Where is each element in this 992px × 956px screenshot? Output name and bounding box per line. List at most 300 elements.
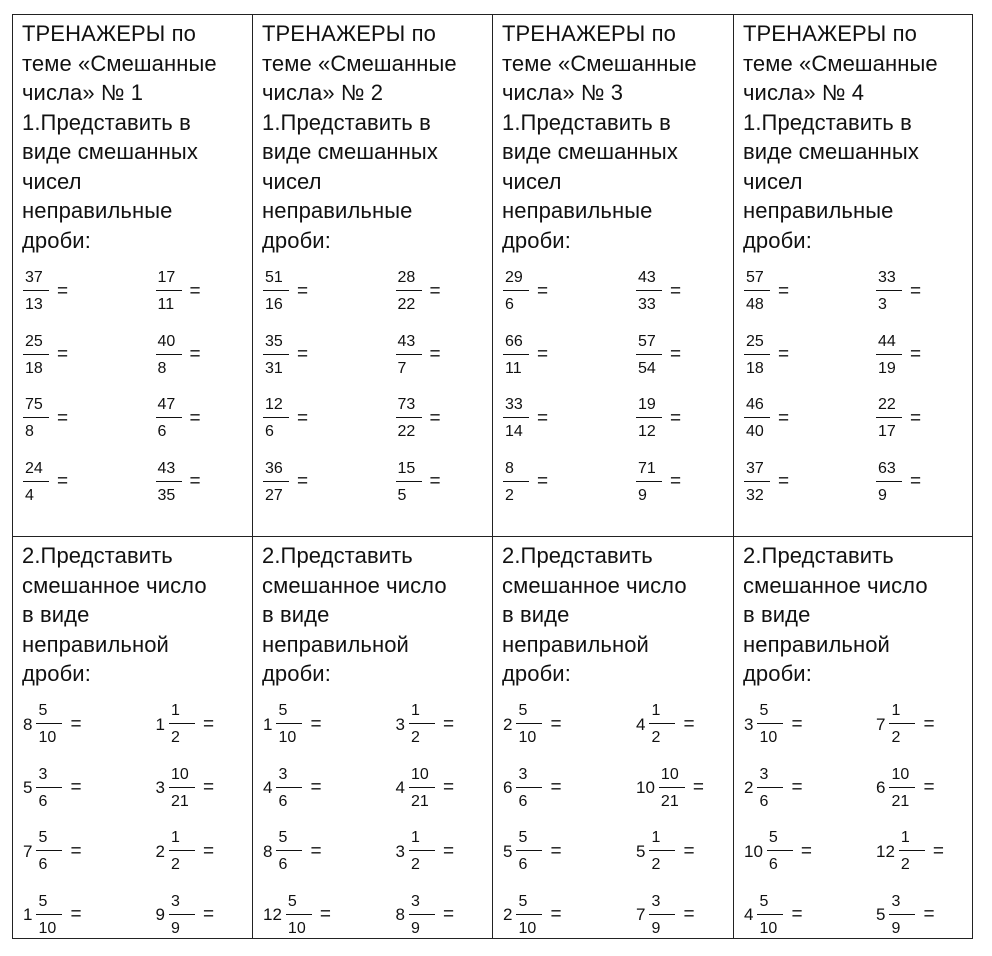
fraction <box>744 459 770 506</box>
whole-part: 3 <box>744 714 754 734</box>
denominator: 9 <box>410 919 420 937</box>
numerator: 25 <box>744 332 770 355</box>
mixed-number-exercise <box>856 757 968 821</box>
whole-part: 5 <box>636 841 646 861</box>
denominator: 3 <box>878 296 887 314</box>
equals-sign: = <box>319 904 332 926</box>
whole-part: 10 <box>636 778 655 798</box>
denominator: 18 <box>746 359 764 377</box>
numerator: 3 <box>276 765 302 788</box>
whole-part: 1 <box>155 714 165 734</box>
equals-sign: = <box>670 344 682 366</box>
denominator: 6 <box>38 792 48 810</box>
fraction-list <box>263 260 488 514</box>
denominator: 2 <box>505 486 514 504</box>
denominator: 12 <box>638 423 656 441</box>
denominator: 2 <box>170 856 180 874</box>
whole-part: 2 <box>503 714 513 734</box>
numerator: 1 <box>649 828 675 851</box>
worksheet-title: ТРЕНАЖЕРЫ по теме «Смешанные числа» № 4 <box>743 21 938 105</box>
denominator: 35 <box>157 486 176 504</box>
equals-sign: = <box>778 471 790 493</box>
equals-sign: = <box>70 713 82 735</box>
fraction <box>899 828 925 875</box>
fraction <box>396 332 422 379</box>
fraction-exercise <box>744 260 856 324</box>
fraction <box>156 268 182 315</box>
fraction-exercise <box>856 260 968 324</box>
numerator: 5 <box>276 701 302 724</box>
fraction <box>263 332 289 379</box>
numerator: 5 <box>286 892 312 915</box>
fraction <box>516 892 542 939</box>
mixed-number-exercise <box>23 693 136 757</box>
numerator: 43 <box>396 332 422 355</box>
numerator: 46 <box>744 395 770 418</box>
numerator: 3 <box>889 892 915 915</box>
fraction <box>23 268 49 315</box>
numerator: 5 <box>757 892 783 915</box>
equals-sign: = <box>310 713 322 735</box>
numerator: 1 <box>409 828 435 851</box>
mixed-number-exercise <box>376 757 489 821</box>
mixed-number-exercise <box>503 693 616 757</box>
mixed-number-list <box>263 693 488 947</box>
equals-sign: = <box>932 840 945 862</box>
numerator: 71 <box>636 459 662 482</box>
task1-cell-4 <box>734 15 972 536</box>
fraction-exercise <box>263 324 376 388</box>
numerator: 10 <box>659 765 685 788</box>
denominator: 31 <box>265 359 283 377</box>
denominator: 9 <box>638 486 647 504</box>
fraction <box>636 332 662 379</box>
fraction-list <box>23 260 248 514</box>
whole-part: 3 <box>395 714 405 734</box>
fraction <box>767 828 793 875</box>
whole-part: 8 <box>263 841 273 861</box>
fraction <box>876 395 902 442</box>
numerator: 12 <box>263 395 289 418</box>
denominator: 6 <box>38 856 48 874</box>
fraction-exercise <box>136 260 249 324</box>
equals-sign: = <box>310 777 322 799</box>
mixed-number-exercise <box>856 693 968 757</box>
equals-sign: = <box>442 840 455 862</box>
denominator: 10 <box>278 729 297 747</box>
fraction-exercise <box>376 324 489 388</box>
denominator: 11 <box>505 359 522 377</box>
fraction-exercise <box>503 451 616 515</box>
fraction <box>744 332 770 379</box>
whole-part: 1 <box>23 905 33 925</box>
task2-instruction: 2.Представить смешанное число в виде неправильной дроби: <box>743 543 928 686</box>
whole-part: 4 <box>744 905 754 925</box>
fraction <box>263 395 289 442</box>
numerator: 1 <box>889 701 915 724</box>
mixed-number-exercise <box>503 820 616 884</box>
fraction <box>156 459 182 506</box>
fraction <box>649 892 675 939</box>
equals-sign: = <box>57 344 69 366</box>
equals-sign: = <box>429 471 441 493</box>
fraction <box>156 395 182 442</box>
denominator: 6 <box>518 856 528 874</box>
numerator: 43 <box>156 459 182 482</box>
equals-sign: = <box>70 840 82 862</box>
equals-sign: = <box>310 840 322 862</box>
equals-sign: = <box>537 344 549 366</box>
worksheet-title: ТРЕНАЖЕРЫ по теме «Смешанные числа» № 3 <box>502 21 697 105</box>
fraction <box>156 332 182 379</box>
fraction <box>396 459 422 506</box>
fraction <box>876 332 902 379</box>
denominator: 13 <box>25 296 43 314</box>
mixed-number-exercise <box>376 693 489 757</box>
numerator: 40 <box>156 332 182 355</box>
fraction <box>36 701 62 748</box>
whole-part: 2 <box>503 905 513 925</box>
fraction <box>649 828 675 875</box>
denominator: 2 <box>651 856 661 874</box>
fraction <box>516 701 542 748</box>
denominator: 14 <box>505 423 523 441</box>
fraction-exercise <box>503 324 616 388</box>
fraction <box>876 268 902 315</box>
equals-sign: = <box>297 407 309 429</box>
numerator: 57 <box>744 268 770 291</box>
denominator: 10 <box>518 919 537 937</box>
denominator: 19 <box>878 359 896 377</box>
denominator: 11 <box>157 296 175 314</box>
fraction-exercise <box>856 387 968 451</box>
mixed-number-list <box>503 693 729 947</box>
equals-sign: = <box>189 344 201 366</box>
numerator: 43 <box>636 268 662 291</box>
equals-sign: = <box>537 280 549 302</box>
whole-part: 3 <box>395 841 405 861</box>
task2-instruction: 2.Представить смешанное число в виде неправильной дроби: <box>262 543 447 686</box>
fraction-exercise <box>376 260 489 324</box>
equals-sign: = <box>692 777 705 799</box>
equals-sign: = <box>778 280 790 302</box>
numerator: 25 <box>23 332 49 355</box>
numerator: 10 <box>169 765 195 788</box>
mixed-number-exercise <box>376 884 489 948</box>
equals-sign: = <box>57 471 69 493</box>
numerator: 57 <box>636 332 662 355</box>
mixed-number-exercise <box>23 884 136 948</box>
equals-sign: = <box>202 904 215 926</box>
denominator: 9 <box>170 919 180 937</box>
numerator: 3 <box>649 892 675 915</box>
numerator: 10 <box>889 765 915 788</box>
fraction-exercise <box>263 387 376 451</box>
mixed-number-exercise <box>263 693 376 757</box>
denominator: 54 <box>638 359 656 377</box>
denominator: 6 <box>265 423 274 441</box>
numerator: 8 <box>503 459 529 482</box>
whole-part: 7 <box>23 841 33 861</box>
denominator: 17 <box>878 423 896 441</box>
worksheet-title: ТРЕНАЖЕРЫ по теме «Смешанные числа» № 2 <box>262 21 457 105</box>
numerator: 3 <box>757 765 783 788</box>
fraction <box>636 459 662 506</box>
fraction <box>286 892 312 939</box>
fraction <box>516 765 542 812</box>
task1-instruction: 1.Представить в виде смешанных чисел неправильные дроби: <box>262 109 438 253</box>
fraction-exercise <box>263 451 376 515</box>
equals-sign: = <box>297 344 309 366</box>
worksheet-title: ТРЕНАЖЕРЫ по теме «Смешанные числа» № 1 <box>22 21 217 105</box>
fraction-exercise <box>376 387 489 451</box>
numerator: 33 <box>503 395 529 418</box>
denominator: 33 <box>638 296 656 314</box>
numerator: 19 <box>636 395 662 418</box>
mixed-number-exercise <box>856 820 968 884</box>
fraction <box>169 828 195 875</box>
fraction <box>409 892 435 939</box>
task2-cell-3 <box>493 537 733 939</box>
whole-part: 1 <box>263 714 273 734</box>
numerator: 5 <box>516 701 542 724</box>
task1-cell-1 <box>13 15 252 536</box>
equals-sign: = <box>910 344 922 366</box>
worksheet-table <box>12 14 973 939</box>
numerator: 66 <box>503 332 529 355</box>
equals-sign: = <box>429 280 441 302</box>
mixed-number-exercise <box>856 884 968 948</box>
fraction <box>23 332 49 379</box>
equals-sign: = <box>683 904 695 926</box>
fraction-exercise <box>744 387 856 451</box>
equals-sign: = <box>429 407 441 429</box>
numerator: 3 <box>36 765 62 788</box>
denominator: 10 <box>287 919 306 937</box>
whole-part: 5 <box>503 841 513 861</box>
denominator: 10 <box>759 729 778 747</box>
equals-sign: = <box>70 777 82 799</box>
numerator: 37 <box>23 268 49 291</box>
mixed-number-exercise <box>263 757 376 821</box>
numerator: 17 <box>156 268 182 291</box>
equals-sign: = <box>910 471 922 493</box>
task1-instruction: 1.Представить в виде смешанных чисел неправильные дроби: <box>22 109 198 253</box>
numerator: 29 <box>503 268 529 291</box>
denominator: 6 <box>505 296 514 314</box>
denominator: 6 <box>768 856 778 874</box>
numerator: 5 <box>767 828 793 851</box>
mixed-number-exercise <box>616 820 729 884</box>
mixed-number-exercise <box>136 884 249 948</box>
denominator: 21 <box>891 792 910 810</box>
fraction <box>169 892 195 939</box>
mixed-number-exercise <box>744 757 856 821</box>
fraction <box>889 765 915 812</box>
denominator: 21 <box>660 792 679 810</box>
whole-part: 3 <box>155 778 165 798</box>
fraction <box>276 701 302 748</box>
whole-part: 5 <box>23 778 33 798</box>
equals-sign: = <box>442 904 455 926</box>
equals-sign: = <box>923 777 935 799</box>
fraction-exercise <box>744 324 856 388</box>
denominator: 6 <box>759 792 769 810</box>
whole-part: 8 <box>23 714 33 734</box>
fraction-exercise <box>263 260 376 324</box>
whole-part: 12 <box>876 841 895 861</box>
fraction-exercise <box>23 324 136 388</box>
fraction <box>396 395 422 442</box>
equals-sign: = <box>442 713 455 735</box>
fraction <box>744 268 770 315</box>
numerator: 24 <box>23 459 49 482</box>
equals-sign: = <box>550 904 562 926</box>
fraction-exercise <box>136 387 249 451</box>
equals-sign: = <box>57 280 69 302</box>
fraction <box>36 828 62 875</box>
mixed-number-exercise <box>744 820 856 884</box>
fraction-exercise <box>23 387 136 451</box>
fraction <box>757 765 783 812</box>
task2-instruction: 2.Представить смешанное число в виде неправильной дроби: <box>22 543 207 686</box>
numerator: 75 <box>23 395 49 418</box>
mixed-number-list <box>23 693 248 947</box>
denominator: 21 <box>410 792 429 810</box>
denominator: 6 <box>518 792 528 810</box>
equals-sign: = <box>550 713 562 735</box>
fraction <box>169 765 195 812</box>
equals-sign: = <box>683 713 695 735</box>
fraction <box>23 395 49 442</box>
mixed-number-exercise <box>503 884 616 948</box>
numerator: 35 <box>263 332 289 355</box>
numerator: 1 <box>649 701 675 724</box>
mixed-number-exercise <box>23 757 136 821</box>
denominator: 18 <box>25 359 43 377</box>
numerator: 5 <box>516 892 542 915</box>
task2-cell-4 <box>734 537 972 939</box>
equals-sign: = <box>202 840 215 862</box>
task1-instruction: 1.Представить в виде смешанных чисел неправильные дроби: <box>502 109 678 253</box>
numerator: 3 <box>169 892 195 915</box>
numerator: 22 <box>876 395 902 418</box>
mixed-number-exercise <box>263 884 376 948</box>
denominator: 9 <box>891 919 901 937</box>
equals-sign: = <box>923 713 935 735</box>
mixed-number-exercise <box>136 757 249 821</box>
task1-cell-2 <box>253 15 492 536</box>
fraction <box>409 701 435 748</box>
fraction <box>169 701 195 748</box>
task2-cell-1 <box>13 537 252 939</box>
fraction <box>409 828 435 875</box>
denominator: 22 <box>397 296 416 314</box>
fraction <box>636 268 662 315</box>
fraction <box>876 459 902 506</box>
fraction-list <box>503 260 729 514</box>
denominator: 8 <box>157 359 167 377</box>
numerator: 3 <box>516 765 542 788</box>
whole-part: 7 <box>876 714 886 734</box>
denominator: 6 <box>278 792 288 810</box>
denominator: 10 <box>518 729 537 747</box>
equals-sign: = <box>70 904 82 926</box>
fraction-exercise <box>503 387 616 451</box>
whole-part: 9 <box>155 905 165 925</box>
fraction <box>757 701 783 748</box>
fraction <box>36 765 62 812</box>
whole-part: 4 <box>395 778 405 798</box>
task2-instruction: 2.Представить смешанное число в виде неправильной дроби: <box>502 543 687 686</box>
equals-sign: = <box>791 777 803 799</box>
equals-sign: = <box>57 407 69 429</box>
numerator: 10 <box>409 765 435 788</box>
equals-sign: = <box>800 840 813 862</box>
denominator: 2 <box>900 856 910 874</box>
fraction-exercise <box>503 260 616 324</box>
mixed-number-exercise <box>616 693 729 757</box>
whole-part: 2 <box>744 778 754 798</box>
whole-part: 2 <box>155 841 165 861</box>
task2-cell-2 <box>253 537 492 939</box>
whole-part: 6 <box>876 778 886 798</box>
fraction <box>889 892 915 939</box>
numerator: 73 <box>396 395 422 418</box>
equals-sign: = <box>923 904 935 926</box>
denominator: 10 <box>38 919 57 937</box>
fraction <box>396 268 422 315</box>
mixed-number-exercise <box>136 820 249 884</box>
denominator: 2 <box>891 729 901 747</box>
numerator: 5 <box>36 892 62 915</box>
task1-instruction: 1.Представить в виде смешанных чисел неправильные дроби: <box>743 109 919 253</box>
equals-sign: = <box>670 280 682 302</box>
fraction-exercise <box>856 451 968 515</box>
mixed-number-exercise <box>376 820 489 884</box>
fraction <box>409 765 435 812</box>
numerator: 5 <box>36 701 62 724</box>
whole-part: 4 <box>263 778 273 798</box>
mixed-number-exercise <box>263 820 376 884</box>
mixed-number-exercise <box>744 884 856 948</box>
fraction <box>276 828 302 875</box>
fraction-exercise <box>376 451 489 515</box>
mixed-number-list <box>744 693 968 947</box>
equals-sign: = <box>189 280 201 302</box>
equals-sign: = <box>550 840 562 862</box>
equals-sign: = <box>670 407 682 429</box>
denominator: 22 <box>397 423 416 441</box>
equals-sign: = <box>189 407 201 429</box>
denominator: 40 <box>746 423 764 441</box>
fraction <box>263 268 289 315</box>
fraction <box>659 765 685 812</box>
denominator: 8 <box>25 423 34 441</box>
numerator: 51 <box>263 268 289 291</box>
whole-part: 8 <box>395 905 405 925</box>
equals-sign: = <box>550 777 562 799</box>
fraction <box>744 395 770 442</box>
denominator: 6 <box>278 856 288 874</box>
fraction-exercise <box>136 451 249 515</box>
denominator: 32 <box>746 486 764 504</box>
mixed-number-exercise <box>616 884 729 948</box>
denominator: 6 <box>157 423 167 441</box>
denominator: 2 <box>651 729 661 747</box>
equals-sign: = <box>537 471 549 493</box>
numerator: 5 <box>516 828 542 851</box>
